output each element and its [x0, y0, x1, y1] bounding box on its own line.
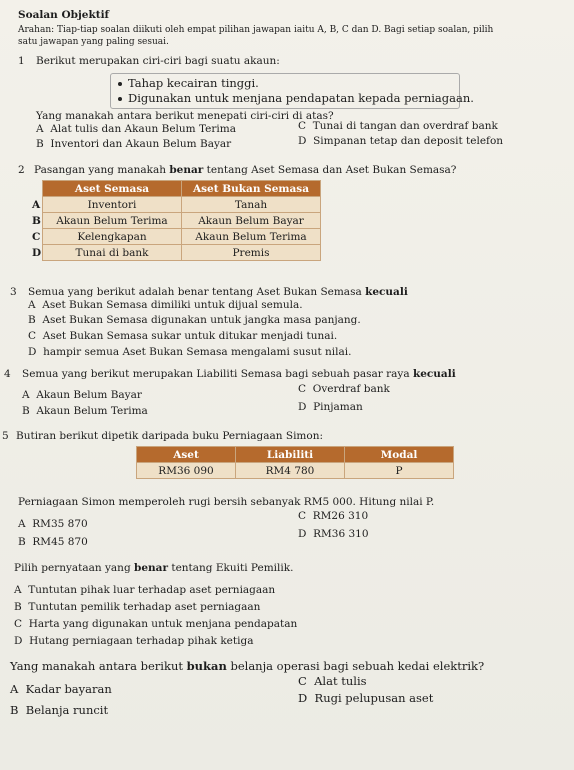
q5-table-header-row: [137, 447, 454, 463]
q2-row-d[interactable]: [32, 245, 321, 261]
option-letter: C: [14, 618, 23, 630]
q1-stem: Berikut merupakan ciri-ciri bagi suatu akaun:: [36, 55, 280, 67]
option-text: Belanja runcit: [25, 703, 109, 717]
option-text: Hutang perniagaan terhadap pihak ketiga: [29, 635, 254, 647]
option-letter: B: [10, 703, 19, 717]
q1-option-b[interactable]: [36, 139, 231, 150]
option-text: Aset Bukan Semasa sukar untuk ditukar menjadi tunai.: [42, 330, 338, 342]
q6-stem-pre: Pilih pernyataan yang: [14, 562, 135, 574]
option-letter: B: [28, 314, 36, 326]
option-letter: A: [36, 123, 44, 135]
option-letter: D: [298, 401, 307, 413]
q5-value-liabiliti: RM4 780: [236, 463, 345, 479]
option-letter: A: [10, 682, 19, 696]
q4-stem-pre: Semua yang berikut merupakan Liabiliti Semasa bagi sebuah pasar raya: [22, 368, 413, 380]
option-text: Harta yang digunakan untuk menjana pendapatan: [28, 618, 298, 630]
q7-option-d[interactable]: [298, 693, 433, 705]
option-letter: C: [298, 674, 307, 688]
q2-row-c-c2: Akaun Belum Terima: [182, 229, 321, 245]
q6-option-d[interactable]: [14, 636, 253, 647]
option-letter: B: [18, 536, 26, 548]
q2-row-d-c2: Premis: [182, 245, 321, 261]
q1-bullet-1-text: Tahap kecairan tinggi.: [128, 76, 259, 90]
q5-option-a[interactable]: [18, 519, 88, 530]
q3-stem-bold: kecuali: [365, 286, 408, 298]
instructions-line-1: Arahan: Tiap-tiap soalan diikuti oleh empat pilihan jawapan iaitu A, B, C dan D. Bagi setiap soalan, pilih: [18, 25, 494, 35]
q7-stem: [10, 661, 484, 673]
option-text: Simpanan tetap dan deposit telefon: [313, 135, 504, 147]
q3-stem: [28, 287, 408, 298]
option-letter: D: [32, 246, 42, 259]
q5-question: Perniagaan Simon memperoleh rugi bersih sebanyak RM5 000. Hitung nilai P.: [18, 496, 435, 508]
q2-stem-post: tentang Aset Semasa dan Aset Bukan Semasa?: [203, 164, 457, 176]
q5-table: [136, 446, 454, 479]
q1-bullet-1: [118, 78, 259, 90]
q1-question: Yang manakah antara berikut menepati ciri-ciri di atas?: [36, 110, 334, 122]
q2-row-b-c2: Akaun Belum Bayar: [182, 213, 321, 229]
option-letter: C: [32, 230, 41, 243]
option-text: hampir semua Aset Bukan Semasa mengalami susut nilai.: [43, 346, 352, 358]
q3-option-c[interactable]: [28, 331, 337, 342]
option-text: RM26 310: [312, 510, 369, 522]
q7-option-c[interactable]: [298, 676, 367, 688]
q7-stem-bold: bukan: [186, 659, 227, 673]
option-letter: D: [298, 691, 308, 705]
q5-value-aset: RM36 090: [137, 463, 236, 479]
option-text: Akaun Belum Terima: [36, 405, 148, 417]
option-letter: C: [298, 383, 307, 395]
q4-option-b[interactable]: [22, 406, 148, 417]
q5-header-liabiliti: Liabiliti: [236, 447, 345, 463]
q7-stem-pre: Yang manakah antara berikut: [10, 659, 187, 673]
q5-header-modal: Modal: [345, 447, 454, 463]
q7-option-a[interactable]: [10, 684, 112, 696]
option-text: Alat tulis: [314, 674, 367, 688]
q1-bullet-2: [118, 93, 474, 105]
q2-row-b[interactable]: [32, 213, 321, 229]
option-letter: B: [22, 405, 30, 417]
q5-value-modal: P: [345, 463, 454, 479]
q2-header-aset-semasa: Aset Semasa: [43, 181, 182, 197]
option-text: Aset Bukan Semasa dimiliki untuk dijual semula.: [42, 299, 303, 311]
q7-stem-post: belanja operasi bagi sebuah kedai elektrik?: [226, 659, 485, 673]
option-text: Inventori dan Akaun Belum Bayar: [50, 138, 232, 150]
q5-table-value-row: [137, 463, 454, 479]
option-letter: A: [28, 299, 36, 311]
option-letter: C: [28, 330, 37, 342]
q2-row-a-c2: Tanah: [182, 197, 321, 213]
option-letter: B: [14, 601, 22, 613]
option-letter: C: [298, 120, 307, 132]
q5-header-aset: Aset: [137, 447, 236, 463]
q2-table: [32, 180, 321, 261]
option-letter: D: [28, 346, 37, 358]
q5-stem: Butiran berikut dipetik daripada buku Perniagaan Simon:: [16, 430, 324, 442]
option-text: Alat tulis dan Akaun Belum Terima: [50, 123, 236, 135]
option-text: RM45 870: [32, 536, 88, 548]
q3-option-d[interactable]: [28, 347, 351, 358]
q6-stem-post: tentang Ekuiti Pemilik.: [168, 562, 294, 574]
q2-table-header-row: [32, 181, 321, 197]
q6-stem: [14, 563, 293, 574]
q2-row-b-c1: Akaun Belum Terima: [43, 213, 182, 229]
option-text: RM36 310: [313, 528, 369, 540]
q4-stem-bold: kecuali: [412, 368, 456, 380]
q6-option-b[interactable]: [14, 602, 260, 613]
q1-bullet-2-text: Digunakan untuk menjana pendapatan kepada perniagaan.: [128, 91, 474, 105]
q5-option-c[interactable]: [298, 511, 368, 522]
q6-option-c[interactable]: [14, 619, 297, 630]
q5-option-b[interactable]: [18, 537, 88, 548]
q4-option-d[interactable]: [298, 402, 363, 413]
q1-number: 1: [18, 55, 25, 67]
option-text: Tunai di tangan dan overdraf bank: [312, 120, 498, 132]
q4-option-a[interactable]: [22, 390, 142, 401]
option-text: Rugi pelupusan aset: [314, 691, 434, 705]
option-letter: A: [22, 389, 30, 401]
q5-number: 5: [2, 430, 9, 442]
option-letter: A: [18, 518, 26, 530]
q2-stem-bold: benar: [169, 164, 204, 176]
q3-number: 3: [10, 286, 17, 298]
q1-option-d[interactable]: [298, 136, 503, 147]
option-text: Tuntutan pihak luar terhadap aset perniagaan: [28, 584, 276, 596]
q7-option-b[interactable]: [10, 705, 108, 717]
option-text: Kadar bayaran: [25, 682, 112, 696]
q6-stem-bold: benar: [134, 562, 169, 574]
q4-number: 4: [4, 368, 11, 380]
q2-stem: [34, 165, 456, 176]
option-letter: D: [298, 528, 307, 540]
option-text: Tuntutan pemilik terhadap aset perniagaan: [28, 601, 261, 613]
q4-stem: [22, 369, 456, 380]
q5-option-d[interactable]: [298, 529, 369, 540]
q2-stem-pre: Pasangan yang manakah: [34, 164, 170, 176]
option-letter: A: [32, 198, 41, 211]
q2-row-d-c1: Tunai di bank: [43, 245, 182, 261]
option-text: Overdraf bank: [312, 383, 390, 395]
option-text: Akaun Belum Bayar: [36, 389, 142, 401]
bullet-icon: [118, 97, 122, 101]
option-text: RM35 870: [32, 518, 88, 530]
option-letter: D: [298, 135, 307, 147]
section-title: Soalan Objektif: [18, 9, 110, 21]
q1-option-a[interactable]: [36, 124, 236, 135]
option-letter: B: [32, 214, 41, 227]
option-letter: C: [298, 510, 307, 522]
instructions-line-2: satu jawapan yang paling sesuai.: [18, 37, 169, 47]
option-text: Aset Bukan Semasa digunakan untuk jangka masa panjang.: [42, 314, 361, 326]
q6-option-a[interactable]: [14, 585, 275, 596]
option-letter: D: [14, 635, 23, 647]
q3-stem-pre: Semua yang berikut adalah benar tentang Aset Bukan Semasa: [28, 286, 366, 298]
option-text: Pinjaman: [313, 401, 363, 413]
q2-row-c[interactable]: [32, 229, 321, 245]
q2-header-aset-bukan-semasa: Aset Bukan Semasa: [182, 181, 321, 197]
q4-option-c[interactable]: [298, 384, 390, 395]
q3-option-b[interactable]: [28, 315, 361, 326]
q2-row-a-c1: Inventori: [43, 197, 182, 213]
option-letter: A: [14, 584, 22, 596]
q3-option-a[interactable]: [28, 300, 303, 311]
q2-row-c-c1: Kelengkapan: [43, 229, 182, 245]
q1-option-c[interactable]: [298, 121, 498, 132]
q2-row-a[interactable]: [32, 197, 321, 213]
option-letter: B: [36, 138, 44, 150]
bullet-icon: [118, 82, 122, 86]
q2-number: 2: [18, 164, 25, 176]
